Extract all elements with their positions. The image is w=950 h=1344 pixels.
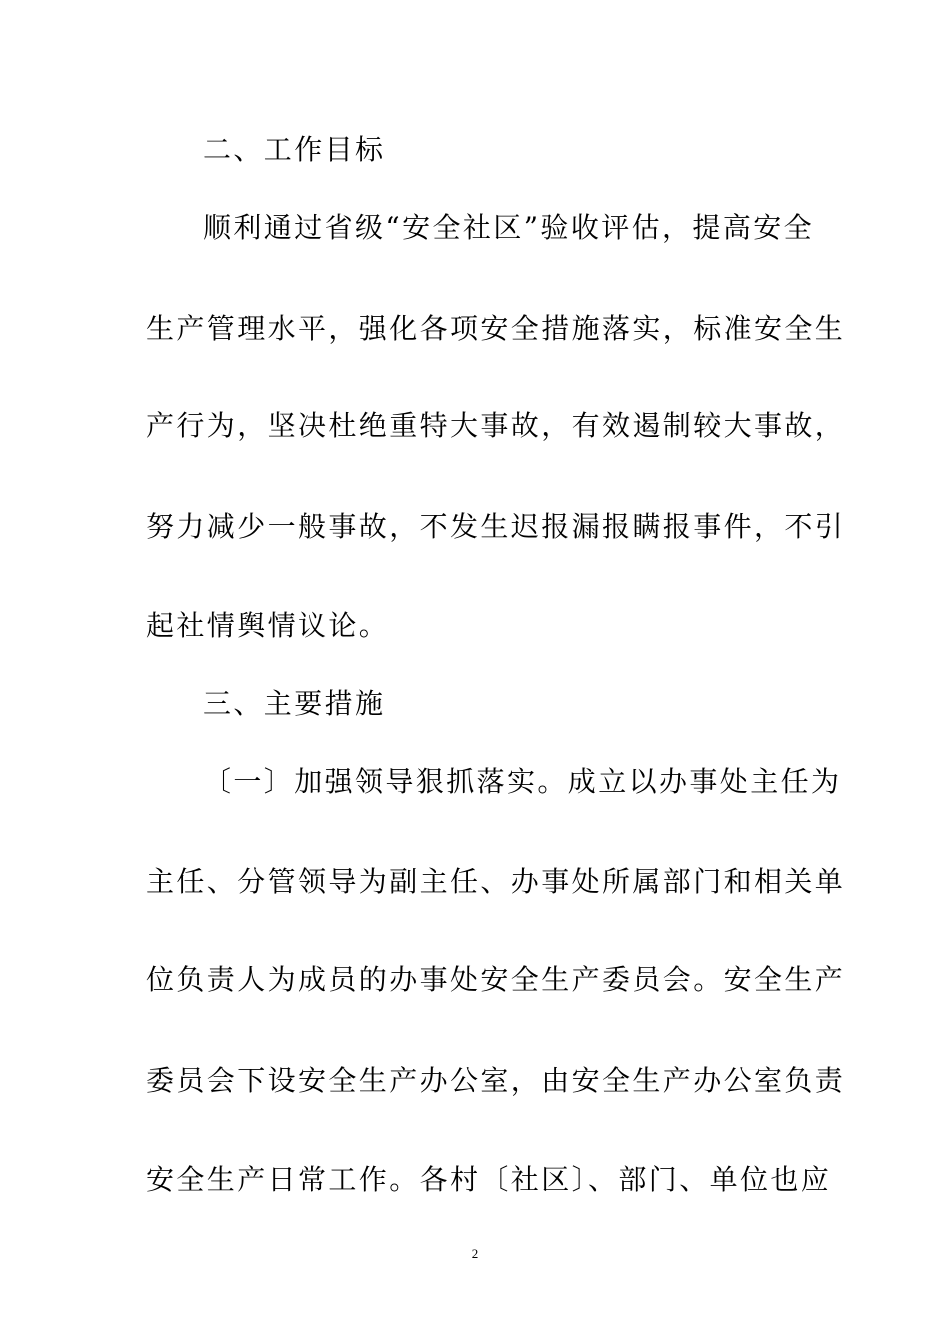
section-heading-work-goals: 二、工作目标 <box>203 133 386 166</box>
paragraph-line: 努力减少一般事故，不发生迟报漏报瞒报事件，不引 <box>146 510 846 543</box>
paragraph-line: 委员会下设安全生产办公室，由安全生产办公室负责 <box>146 1064 846 1097</box>
paragraph-line: 生产管理水平，强化各项安全措施落实，标准安全生 <box>146 312 846 345</box>
paragraph-line: 顺利通过省级“安全社区”验收评估，提高安全 <box>203 211 815 244</box>
page-number: 2 <box>471 1246 479 1261</box>
paragraph-line: 起社情舆情议论。 <box>146 609 390 642</box>
paragraph-line: 产行为，坚决杜绝重特大事故，有效遏制较大事故， <box>146 409 846 442</box>
paragraph-line: 位负责人为成员的办事处安全生产委员会。安全生产 <box>146 963 846 996</box>
section-heading-main-measures: 三、主要措施 <box>203 687 386 720</box>
paragraph-line: 〔一〕加强领导狠抓落实。成立以办事处主任为 <box>203 765 842 798</box>
paragraph-line: 主任、分管领导为副主任、办事处所属部门和相关单 <box>146 865 846 898</box>
paragraph-line: 安全生产日常工作。各村〔社区〕、部门、单位也应 <box>146 1163 832 1196</box>
